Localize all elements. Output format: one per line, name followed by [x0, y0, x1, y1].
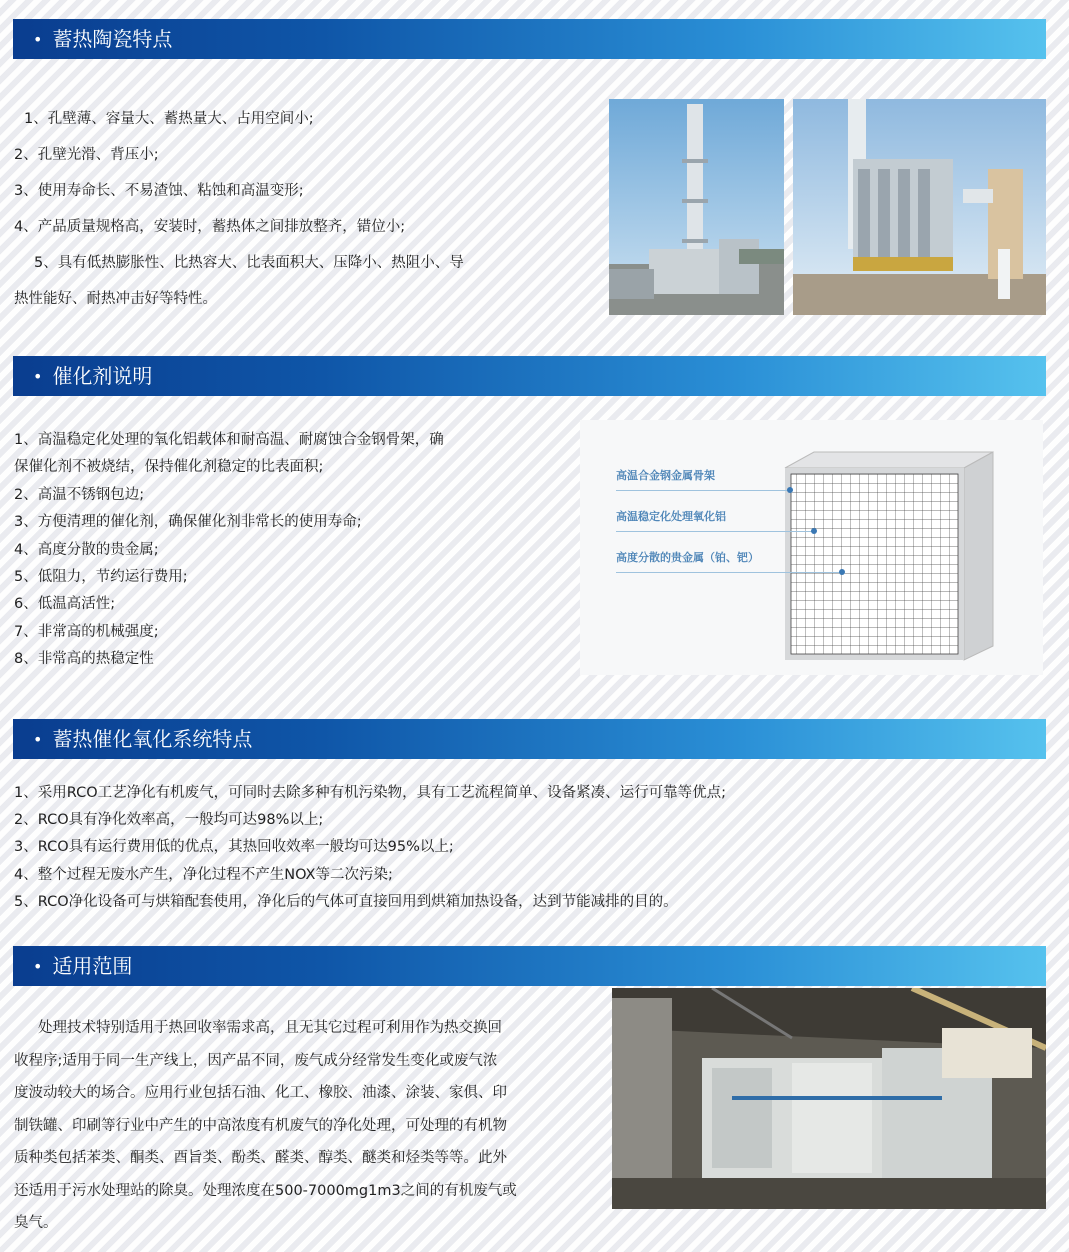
diagram-label-frame: 高温合金钢金属骨架 — [616, 469, 715, 482]
diagram-label-metal: 高度分散的贵金属（铂、钯） — [616, 551, 759, 564]
list-item: 1、高温稳定化处理的氧化铝载体和耐高温、耐腐蚀合金钢骨架，确 — [14, 432, 444, 448]
catalyst-features — [14, 427, 444, 674]
list-item: 2、高温不锈钢包边; — [14, 486, 145, 503]
diagram-label-alumina: 高温稳定化处理氧化铝 — [616, 510, 726, 523]
system-features — [14, 780, 726, 916]
paragraph-line: 质种类包括苯类、酮类、酉旨类、酚类、醛类、醇类、醚类和烃类等等。此外 — [14, 1150, 507, 1166]
section-title: 蓄热陶瓷特点 — [52, 27, 173, 51]
section-header-system: • 蓄热催化氧化系统特点 — [13, 719, 1046, 759]
factory-floor-photo — [612, 988, 1046, 1209]
list-item: 5、RCO净化设备可与烘箱配套使用，净化后的气体可直接回用到烘箱加热设备，达到节能减排的目的。 — [14, 893, 678, 910]
leader-dot — [787, 487, 793, 493]
list-item: 2、RCO具有净化效率高，一般均可达98%以上; — [14, 812, 324, 829]
list-item: 4、整个过程无废水产生，净化过程不产生NOX等二次污染; — [14, 866, 393, 883]
catalyst-diagram — [580, 420, 1043, 675]
list-item: 5、具有低热膨胀性、比热容大、比表面积大、压降小、热阻小、导 — [34, 255, 464, 271]
rco-equipment-photo — [793, 99, 1046, 315]
paragraph-line: 制铁罐、印刷等行业中产生的中高浓度有机废气的净化处理，可处理的有机物 — [14, 1117, 507, 1134]
paragraph-line: 收程序;适用于同一生产线上，因产品不同，废气成分经常发生变化或废气浓 — [14, 1052, 498, 1069]
scope-description — [14, 1012, 517, 1240]
list-item: 3、使用寿命长、不易渣蚀、粘蚀和高温变形; — [14, 183, 304, 199]
section-title: 蓄热催化氧化系统特点 — [52, 727, 253, 751]
section-header-ceramic: • 蓄热陶瓷特点 — [13, 19, 1046, 59]
list-item: 4、高度分散的贵金属; — [14, 541, 159, 558]
leader-dot — [839, 569, 845, 575]
list-item: 1、采用RCO工艺净化有机废气，可同时去除多种有机污染物，具有工艺流程简单、设备紧凑、运行可靠等优点; — [14, 785, 726, 801]
list-item: 7、非常高的机械强度; — [14, 623, 159, 640]
paragraph-line: 处理技术特别适用于热回收率需求高，且无其它过程可利用作为热交换回 — [38, 1020, 502, 1036]
section-header-scope: • 适用范围 — [13, 946, 1046, 986]
list-item: 3、方便清理的催化剂，确保催化剂非常长的使用寿命; — [14, 514, 362, 531]
ceramic-features — [14, 107, 464, 323]
list-item: 8、非常高的热稳定性 — [14, 651, 154, 668]
paragraph-line: 还适用于污水处理站的除臭。处理浓度在500-7000mg1m3之间的有机废气或 — [14, 1182, 517, 1199]
section-title: 适用范围 — [52, 954, 133, 978]
paragraph-line: 臭气。 — [14, 1215, 58, 1231]
list-item: 2、孔壁光滑、背压小; — [14, 147, 159, 163]
section-header-catalyst: • 催化剂说明 — [13, 356, 1046, 396]
list-item: 5、低阻力，节约运行费用; — [14, 569, 188, 586]
leader-dot — [811, 528, 817, 534]
list-item: 4、产品质量规格高，安装时，蓄热体之间排放整齐，错位小; — [14, 219, 406, 235]
section-title: 催化剂说明 — [52, 364, 153, 388]
list-item: 热性能好、耐热冲击好等特性。 — [14, 291, 217, 307]
leader-line — [616, 572, 842, 573]
paragraph-line: 度波动较大的场合。应用行业包括石油、化工、橡胶、油漆、涂装、家俱、印 — [14, 1085, 507, 1101]
leader-line — [616, 490, 790, 491]
list-item: 3、RCO具有运行费用低的优点，其热回收效率一般均可达95%以上; — [14, 839, 454, 856]
leader-line — [616, 531, 814, 532]
list-item: 6、低温高活性; — [14, 596, 116, 613]
list-item: 1、孔壁薄、容量大、蓄热量大、占用空间小; — [24, 111, 314, 127]
list-item: 保催化剂不被烧结，保持催化剂稳定的比表面积; — [14, 459, 324, 476]
chimney-tower-photo — [609, 99, 784, 315]
